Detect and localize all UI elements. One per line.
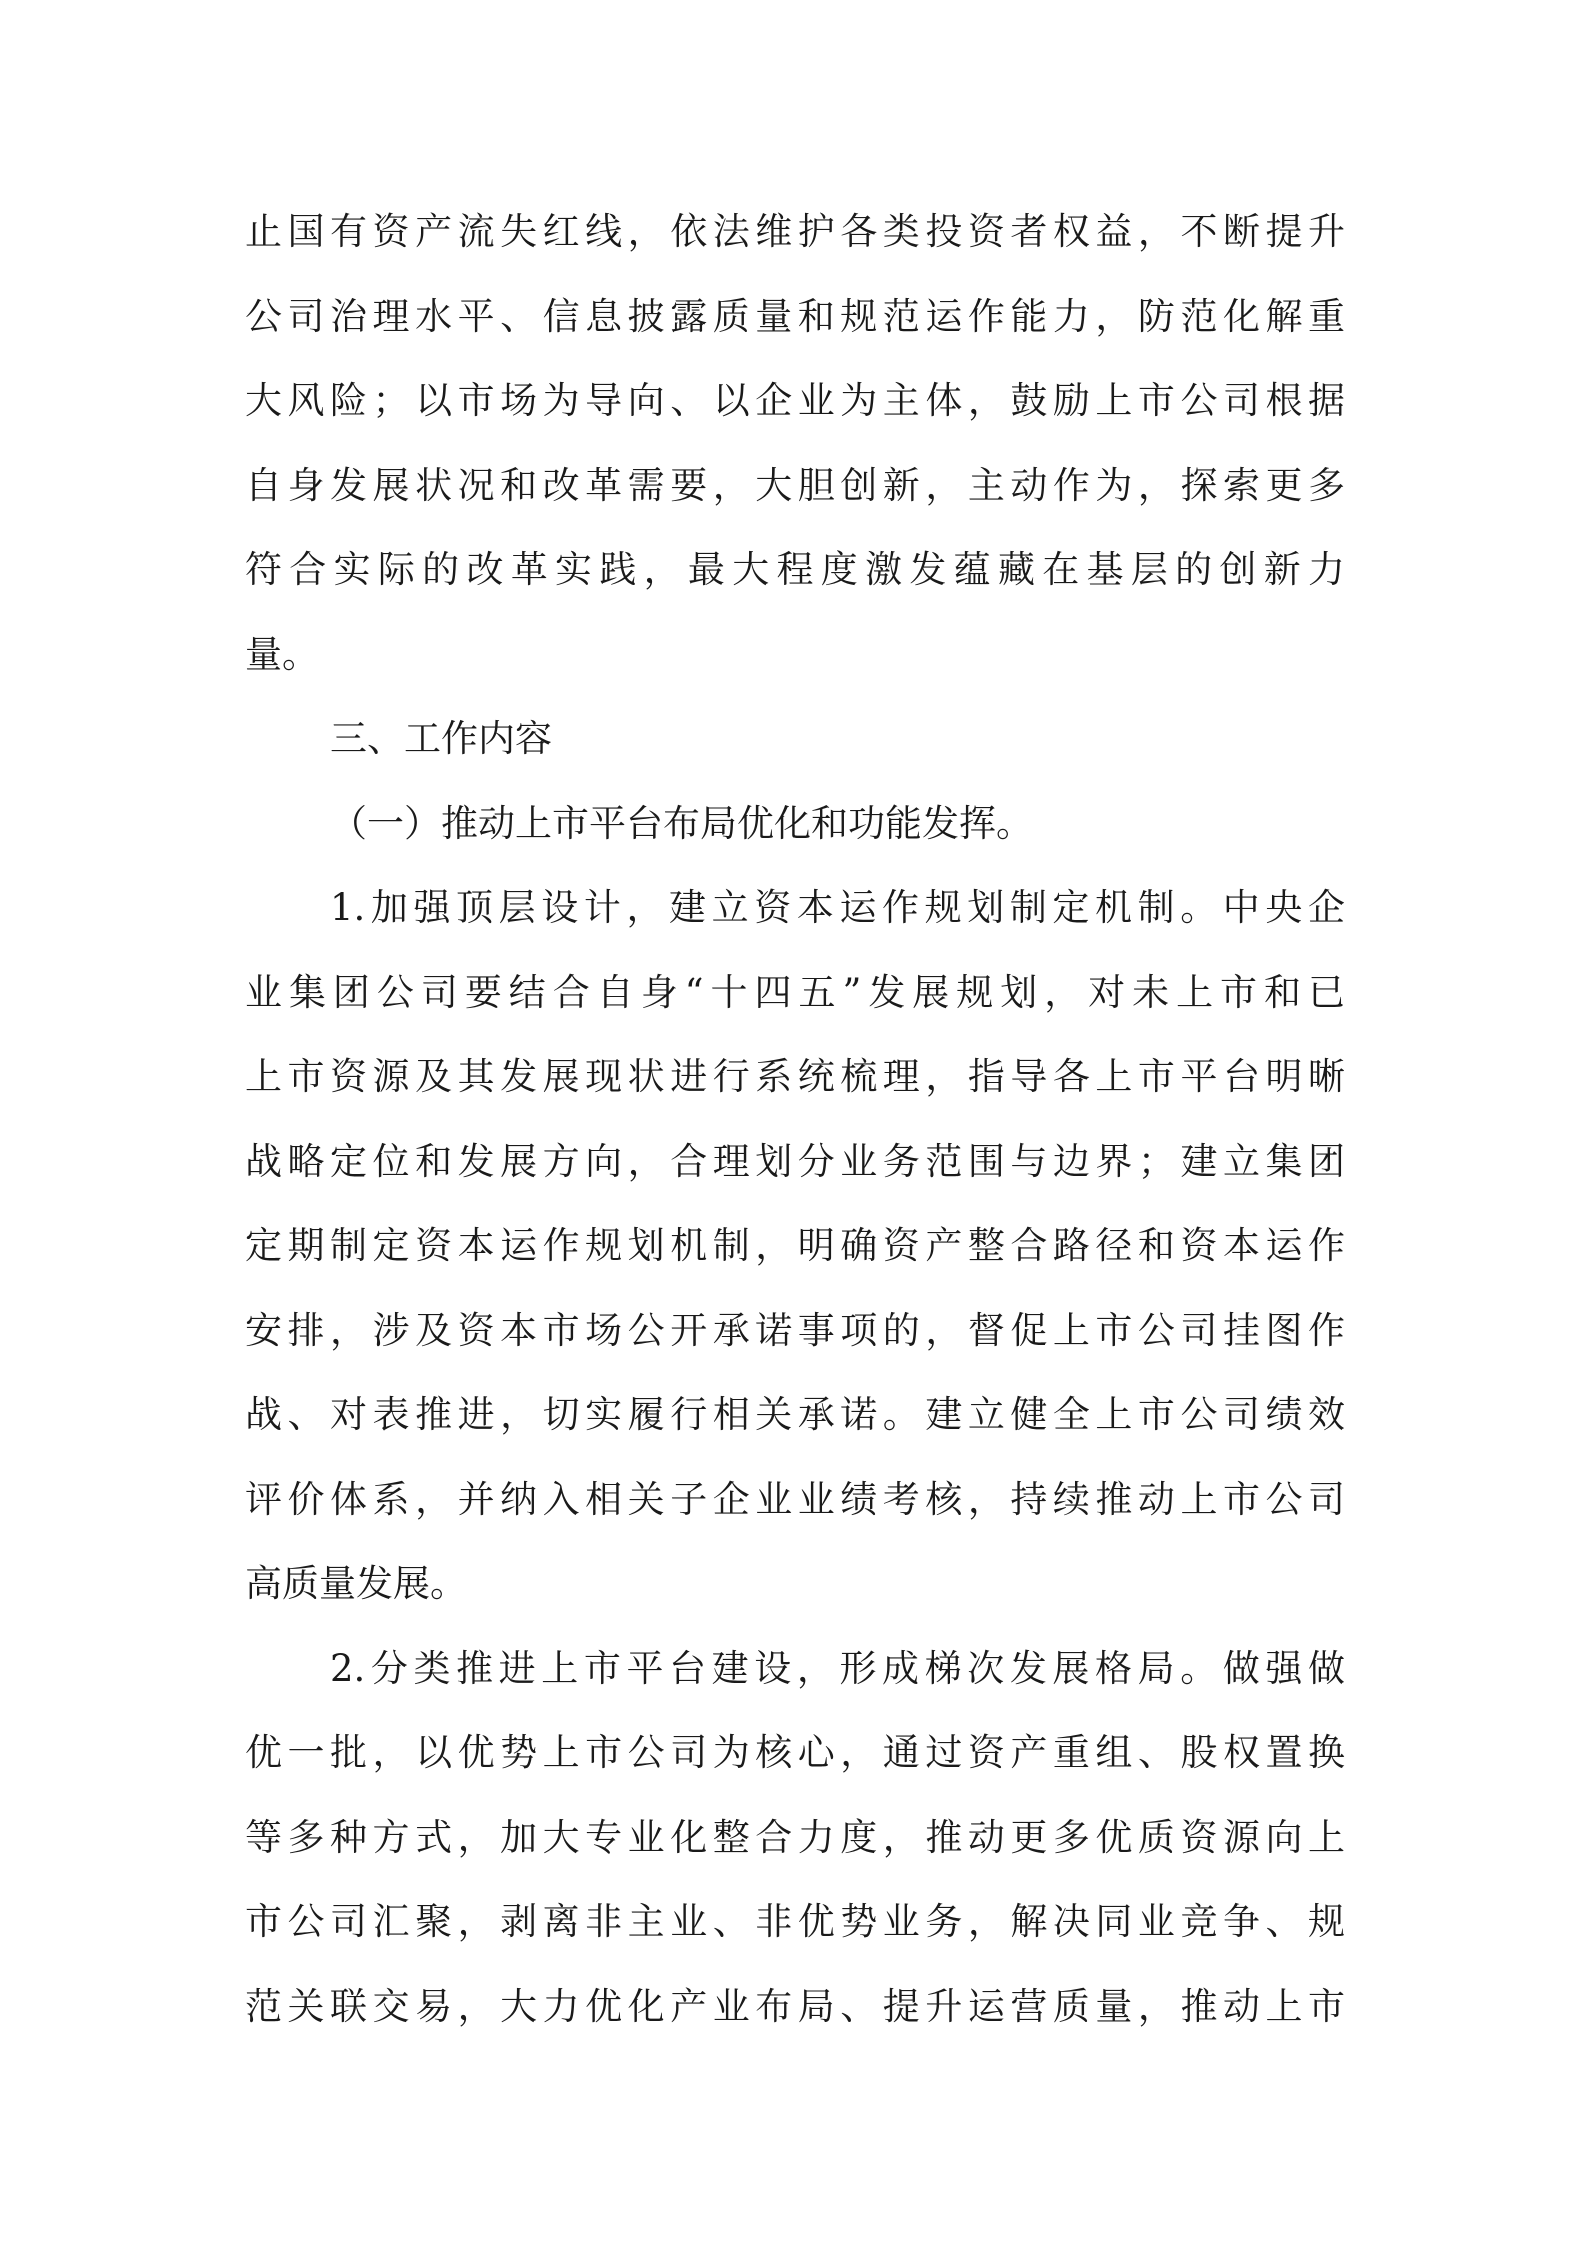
paragraph-line: 定期制定资本运作规划机制，明确资产整合路径和资本运作	[245, 1224, 1345, 1267]
paragraph-line: 符合实际的改革实践，最大程度激发蕴藏在基层的创新力	[245, 548, 1345, 591]
subsection-heading: （一）推动上市平台布局优化和功能发挥。	[330, 801, 1033, 845]
paragraph-line: 止国有资产流失红线，依法维护各类投资者权益，不断提升	[245, 210, 1345, 253]
document-body	[245, 190, 1345, 2049]
paragraph-line: 1.加强顶层设计，建立资本运作规划制定机制。中央企	[330, 886, 1345, 929]
paragraph-line: 业集团公司要结合自身“十四五”发展规划，对未上市和已	[245, 970, 1345, 1014]
section-heading: 三、工作内容	[330, 717, 552, 760]
paragraph-line: 上市资源及其发展现状进行系统梳理，指导各上市平台明晰	[245, 1055, 1345, 1098]
paragraph-line: 安排，涉及资本市场公开承诺事项的，督促上市公司挂图作	[245, 1308, 1345, 1352]
paragraph-line: 优一批，以优势上市公司为核心，通过资产重组、股权置换	[245, 1731, 1345, 1774]
paragraph-line: 高质量发展。	[245, 1562, 467, 1605]
paragraph-line: 2.分类推进上市平台建设，形成梯次发展格局。做强做	[330, 1646, 1345, 1690]
paragraph-line: 战、对表推进，切实履行相关承诺。建立健全上市公司绩效	[245, 1393, 1345, 1436]
paragraph-line: 范关联交易，大力优化产业布局、提升运营质量，推动上市	[245, 1984, 1345, 2028]
paragraph-line: 战略定位和发展方向，合理划分业务范围与边界；建立集团	[245, 1139, 1345, 1183]
paragraph-line: 自身发展状况和改革需要，大胆创新，主动作为，探索更多	[245, 463, 1345, 507]
paragraph-line: 公司治理水平、信息披露质量和规范运作能力，防范化解重	[245, 294, 1345, 338]
paragraph-line: 评价体系，并纳入相关子企业业绩考核，持续推动上市公司	[245, 1477, 1345, 1521]
paragraph-line: 大风险；以市场为导向、以企业为主体，鼓励上市公司根据	[245, 379, 1345, 422]
paragraph-line: 市公司汇聚，剥离非主业、非优势业务，解决同业竞争、规	[245, 1900, 1345, 1943]
paragraph-line: 等多种方式，加大专业化整合力度，推动更多优质资源向上	[245, 1815, 1345, 1859]
paragraph-line: 量。	[245, 632, 319, 676]
